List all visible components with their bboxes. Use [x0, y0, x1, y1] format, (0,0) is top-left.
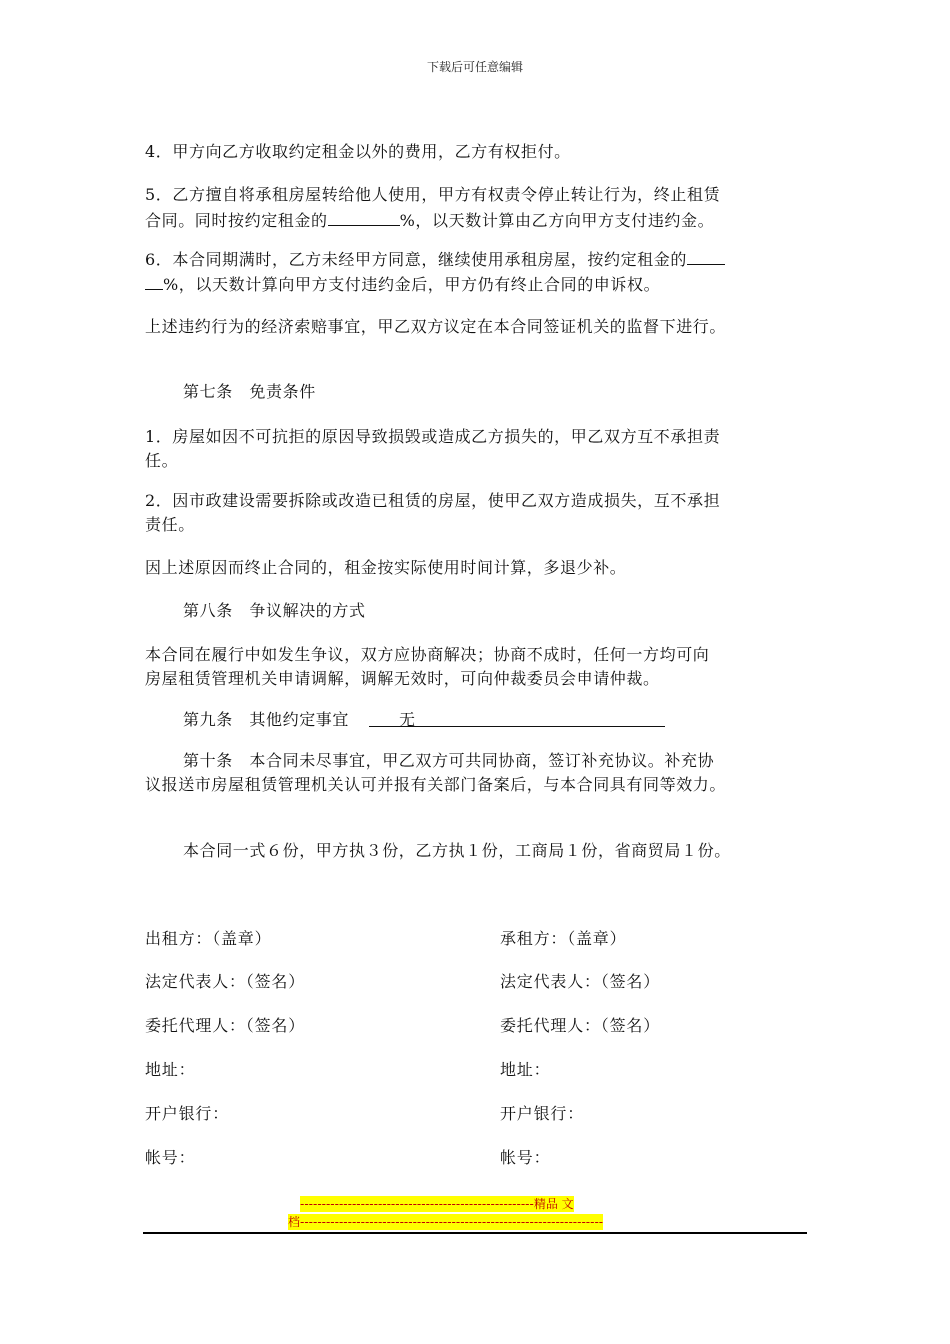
clause-5-line2 [145, 207, 810, 233]
article-9-value-field[interactable] [369, 707, 665, 727]
rate-blank-field-part2[interactable] [145, 271, 163, 290]
breach-summary: 上述违约行为的经济索赔事宜，甲乙双方议定在本合同签证机关的监督下进行。 [145, 317, 727, 336]
article-7-item2-line1: 2．因市政建设需要拆除或改造已租赁的房屋，使甲乙双方造成损失，互不承担 [145, 491, 721, 510]
clause-5-text-b: %，以天数计算由乙方向甲方支付违约金。 [399, 211, 715, 230]
article-9 [183, 707, 848, 732]
lessee-agent: 委托代理人：（签名） [500, 1016, 661, 1035]
lessor-account: 帐号： [145, 1148, 196, 1167]
clause-6-line1 [145, 246, 810, 272]
lessor-legal-rep: 法定代表人：（签名） [145, 972, 306, 991]
article-9-value: 无 [399, 710, 416, 729]
clause-6-text-a: 6．本合同期满时，乙方未经甲方同意，继续使用承租房屋，按约定租金的 [145, 250, 687, 269]
lessee-legal-rep: 法定代表人：（签名） [500, 972, 661, 991]
article-9-label: 第九条 其他约定事宜 [183, 710, 350, 729]
clause-6-text-b: %，以天数计算向甲方支付违约金后，甲方仍有终止合同的申诉权。 [163, 275, 661, 294]
clause-5-line1: 5．乙方擅自将承租房屋转给他人使用，甲方有权责令停止转让行为，终止租赁 [145, 185, 721, 204]
page-header: 下载后可任意编辑 [426, 60, 523, 74]
article-8-line2: 房屋租赁管理机关申请调解，调解无效时，可向仲裁委员会申请仲裁。 [145, 669, 660, 688]
article-7-title: 第七条 免责条件 [183, 382, 316, 401]
lessor-bank: 开户银行： [145, 1104, 230, 1123]
lessor-seal: 出租方：（盖章） [145, 929, 272, 948]
clause-6-line2 [145, 271, 810, 297]
clause-4: 4．甲方向乙方收取约定租金以外的费用，乙方有权拒付。 [145, 142, 571, 161]
article-8-line1: 本合同在履行中如发生争议，双方应协商解决；协商不成时，任何一方均可向 [145, 645, 710, 664]
article-10-line2: 议报送市房屋租赁管理机关认可并报有关部门备案后，与本合同具有同等效力。 [145, 775, 727, 794]
article-7-item1-line2: 任。 [145, 451, 179, 470]
article-7-summary: 因上述原因而终止合同的，租金按实际使用时间计算，多退少补。 [145, 558, 627, 577]
rate-blank-field[interactable] [328, 207, 400, 226]
article-7-item2-line2: 责任。 [145, 515, 195, 534]
article-7-item1-line1: 1．房屋如因不可抗拒的原因导致损毁或造成乙方损失的，甲乙双方互不承担责 [145, 427, 721, 446]
lessor-address: 地址： [145, 1060, 196, 1079]
lessee-account: 帐号： [500, 1148, 551, 1167]
lessor-agent: 委托代理人：（签名） [145, 1016, 306, 1035]
lessee-address: 地址： [500, 1060, 551, 1079]
clause-5-text-a: 合同。同时按约定租金的 [145, 211, 328, 230]
rate-blank-field-part1[interactable] [687, 246, 725, 265]
lessee-bank: 开户银行： [500, 1104, 585, 1123]
article-8-title: 第八条 争议解决的方式 [183, 601, 366, 620]
footer-watermark-line2: 档---------------------------------------------------------------------- [288, 1215, 604, 1229]
footer-watermark-line1: ------------------------------------------------------精品 文 [300, 1197, 574, 1211]
footer-divider [143, 1232, 807, 1234]
article-10-line1: 第十条 本合同未尽事宜，甲乙双方可共同协商，签订补充协议。补充协 [183, 751, 715, 770]
copies-statement: 本合同一式６份，甲方执３份，乙方执１份，工商局１份，省商贸局１份。 [183, 841, 731, 860]
lessee-seal: 承租方：（盖章） [500, 929, 627, 948]
